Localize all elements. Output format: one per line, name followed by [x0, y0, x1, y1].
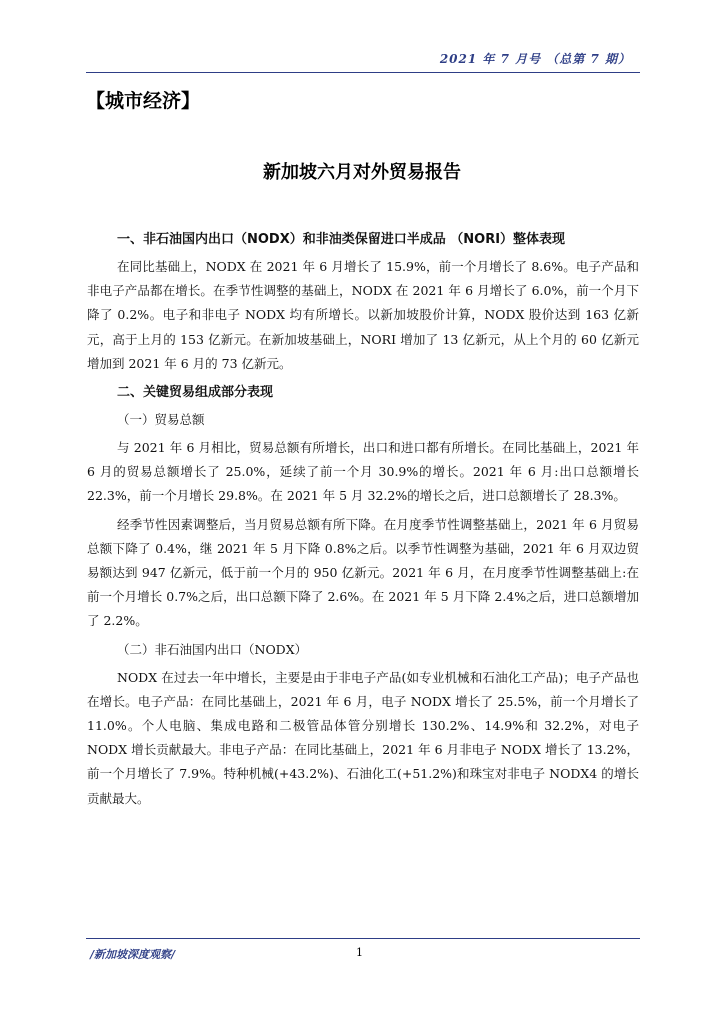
header-divider — [86, 72, 640, 73]
article-body — [87, 229, 639, 815]
footer-divider — [86, 938, 640, 939]
paragraph: 与 2021 年 6 月相比，贸易总额有所增长，出口和进口都有所增长。在同比基础上，2021 年 6 月的贸易总额增长了 25.0%，延续了前一个月 30.9%的增长。2021 年 6 月:出口总额增长 22.3%，前一个月增长 29.8%。在 2021 年 5 月 32.2%的增长之后，进口总额增长了 28.3%。 — [87, 440, 639, 504]
heading-components: 二、关键贸易组成部分表现 — [117, 385, 274, 401]
section-tag: 【城市经济】 — [86, 90, 201, 112]
subheading-nodx: （二）非石油国内出口（NODX） — [117, 641, 308, 657]
issue-label: 2021 年 7 月号 （总第 7 期） — [439, 52, 631, 66]
paragraph: 经季节性因素调整后，当月贸易总额有所下降。在月度季节性调整基础上，2021 年 6 月贸易总额下降了 0.4%，继 2021 年 5 月下降 0.8%之后。以季节性调整为基础，2021 年 6 月双边贸易额达到 947 亿新元，低于前一个月的 950 亿新元。2021 年 6 月，在月度季节性调整基础上:在前一个月增长 0.7%之后，出口总额下降了 2.6%。在 2021 年 5 月下降 2.4%之后，进口总额增加了 2.2%。 — [87, 516, 639, 629]
publication-name: /新加坡深度观察/ — [90, 948, 176, 961]
page-title: 新加坡六月对外贸易报告 — [263, 162, 461, 183]
paragraph: NODX 在过去一年中增长，主要是由于非电子产品(如专业机械和石油化工产品)；电子产品也在增长。电子产品：在同比基础上，2021 年 6 月，电子 NODX 增长了 25.5%，前一个月增长了 11.0%。个人电脑、集成电路和二极管品体管分别增长 130.2%、14.9%和 32.2%，对电子 NODX 增长贡献最大。非电子产品：在同比基础上，2021 年 6 月非电子 NODX 增长了 13.2%，前一个月增长了 7.9%。特种机械(+43.2%)、石油化工(+51.2%)和珠宝对非电子 NODX4 的增长贡献最大。 — [87, 669, 639, 806]
heading-overall: 一、非石油国内出口（NODX）和非油类保留进口半成品 （NORI）整体表现 — [117, 232, 566, 247]
subheading-total-trade: （一）贸易总额 — [117, 412, 205, 428]
page-number: 1 — [356, 946, 363, 959]
paragraph: 在同比基础上，NODX 在 2021 年 6 月增长了 15.9%，前一个月增长了 8.6%。电子产品和非电子产品都在增长。在季节性调整的基础上，NODX 在 2021 年 6 月增长了 6.0%，前一个月下降了 0.2%。电子和非电子 NODX 均有所增长。以新加坡股价计算，NODX 股价达到 163 亿新元，高于上月的 153 亿新元。在新加坡基础上，NORI 增加了 13 亿新元，从上个月的 60 亿新元增加到 2021 年 6 月的 73 亿新元。 — [87, 259, 639, 371]
